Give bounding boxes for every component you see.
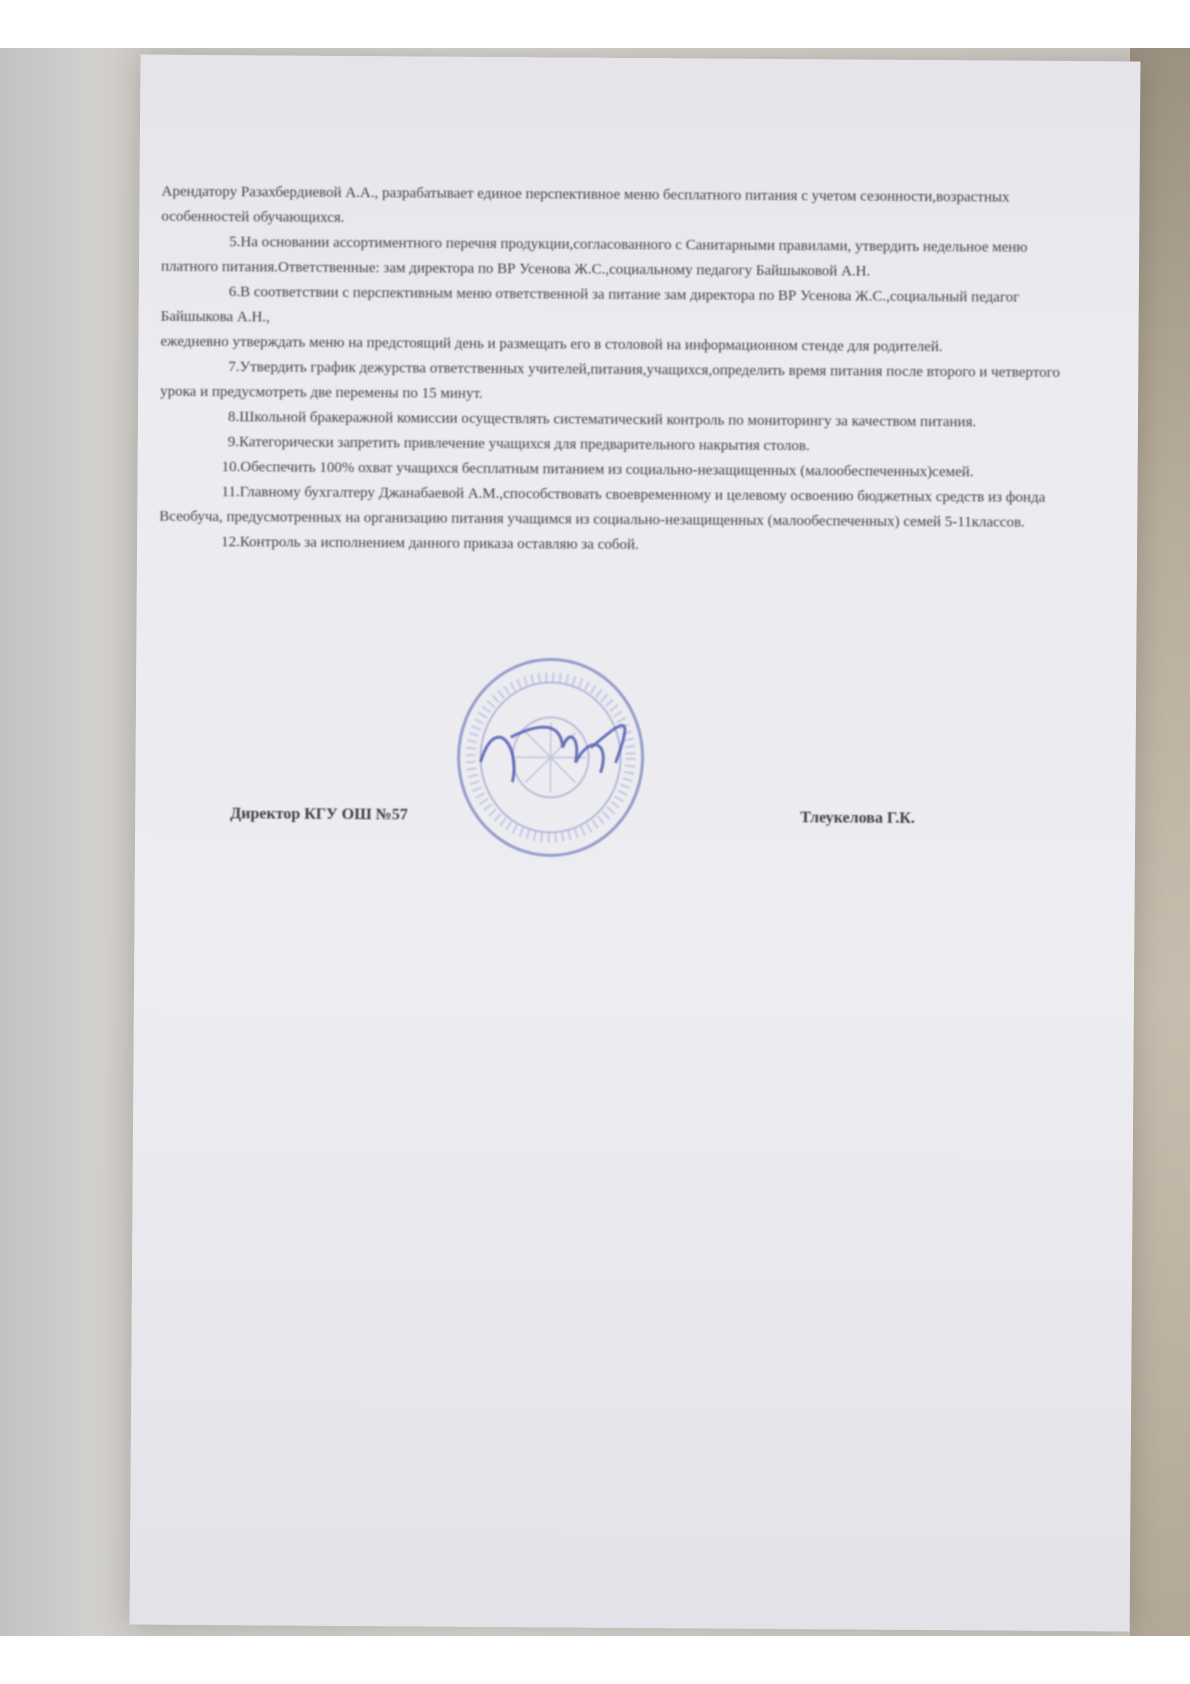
signatory-name: Тлеукелова Г.К.	[800, 809, 915, 827]
paragraph: 12.Контроль за исполнением данного приказа оставляю за собой.	[221, 534, 639, 554]
signatory-position: Директор КГУ ОШ №57	[230, 805, 408, 824]
paragraph: Арендатору Разахбердиевой А.А., разрабатывает единое перспективное меню бесплатного питания с учетом сезонности,возрастных особенностей обучающихся.	[161, 183, 1010, 226]
left-shadow	[0, 48, 150, 1636]
paragraph: 8.Школьной бракеражной комиссии осуществлять систематический контроль по мониторингу за качеством питания.	[227, 409, 977, 431]
signature-row	[230, 805, 970, 840]
document-body	[159, 180, 1062, 561]
paragraph: 11.Главному бухгалтеру Джанабаевой А.М.,способствовать своевременному и целевому освоению бюджетных средств из фонда Всеобуча, предусмотренных на организацию питания учащимся из социально-незащищенных (малообеспеченных) семей 5-11классов.	[159, 484, 1046, 531]
photo-background	[0, 48, 1190, 1636]
paragraph: 9.Категорически запретить привлечение учащихся для предварительного накрытия столов.	[227, 434, 810, 455]
desk-edge	[1130, 48, 1190, 1636]
paragraph: 5.На основании ассортиментного перечня продукции,согласованного с Санитарными правилами, утвердить недельное меню платного питания.Ответственные: зам директора по ВР Усенова Ж.С.,социальному педагогу Байшыковой А.Н.	[160, 234, 1028, 280]
paragraph: 7.Утвердить график дежурства ответственных учителей,питания,учащихся,определить время питания после второго и четвертого урока и предусмотреть две перемены по 15 минут.	[160, 359, 1060, 402]
paragraph: 10.Обеспечить 100% охват учащихся бесплатным питанием из социально-незащищенных (малообеспеченных)семей.	[221, 459, 974, 481]
paragraph: ежедневно утверждать меню на предстоящий день и размещать его в столовой на информационном стенде для родителей.	[160, 333, 943, 356]
document-page	[130, 55, 1141, 1632]
paragraph: 6.В соответствии с перспективным меню ответственной за питание зам директора по ВР Усенова Ж.С.,социальный педагог Байшыкова А.Н.,	[160, 284, 1020, 326]
